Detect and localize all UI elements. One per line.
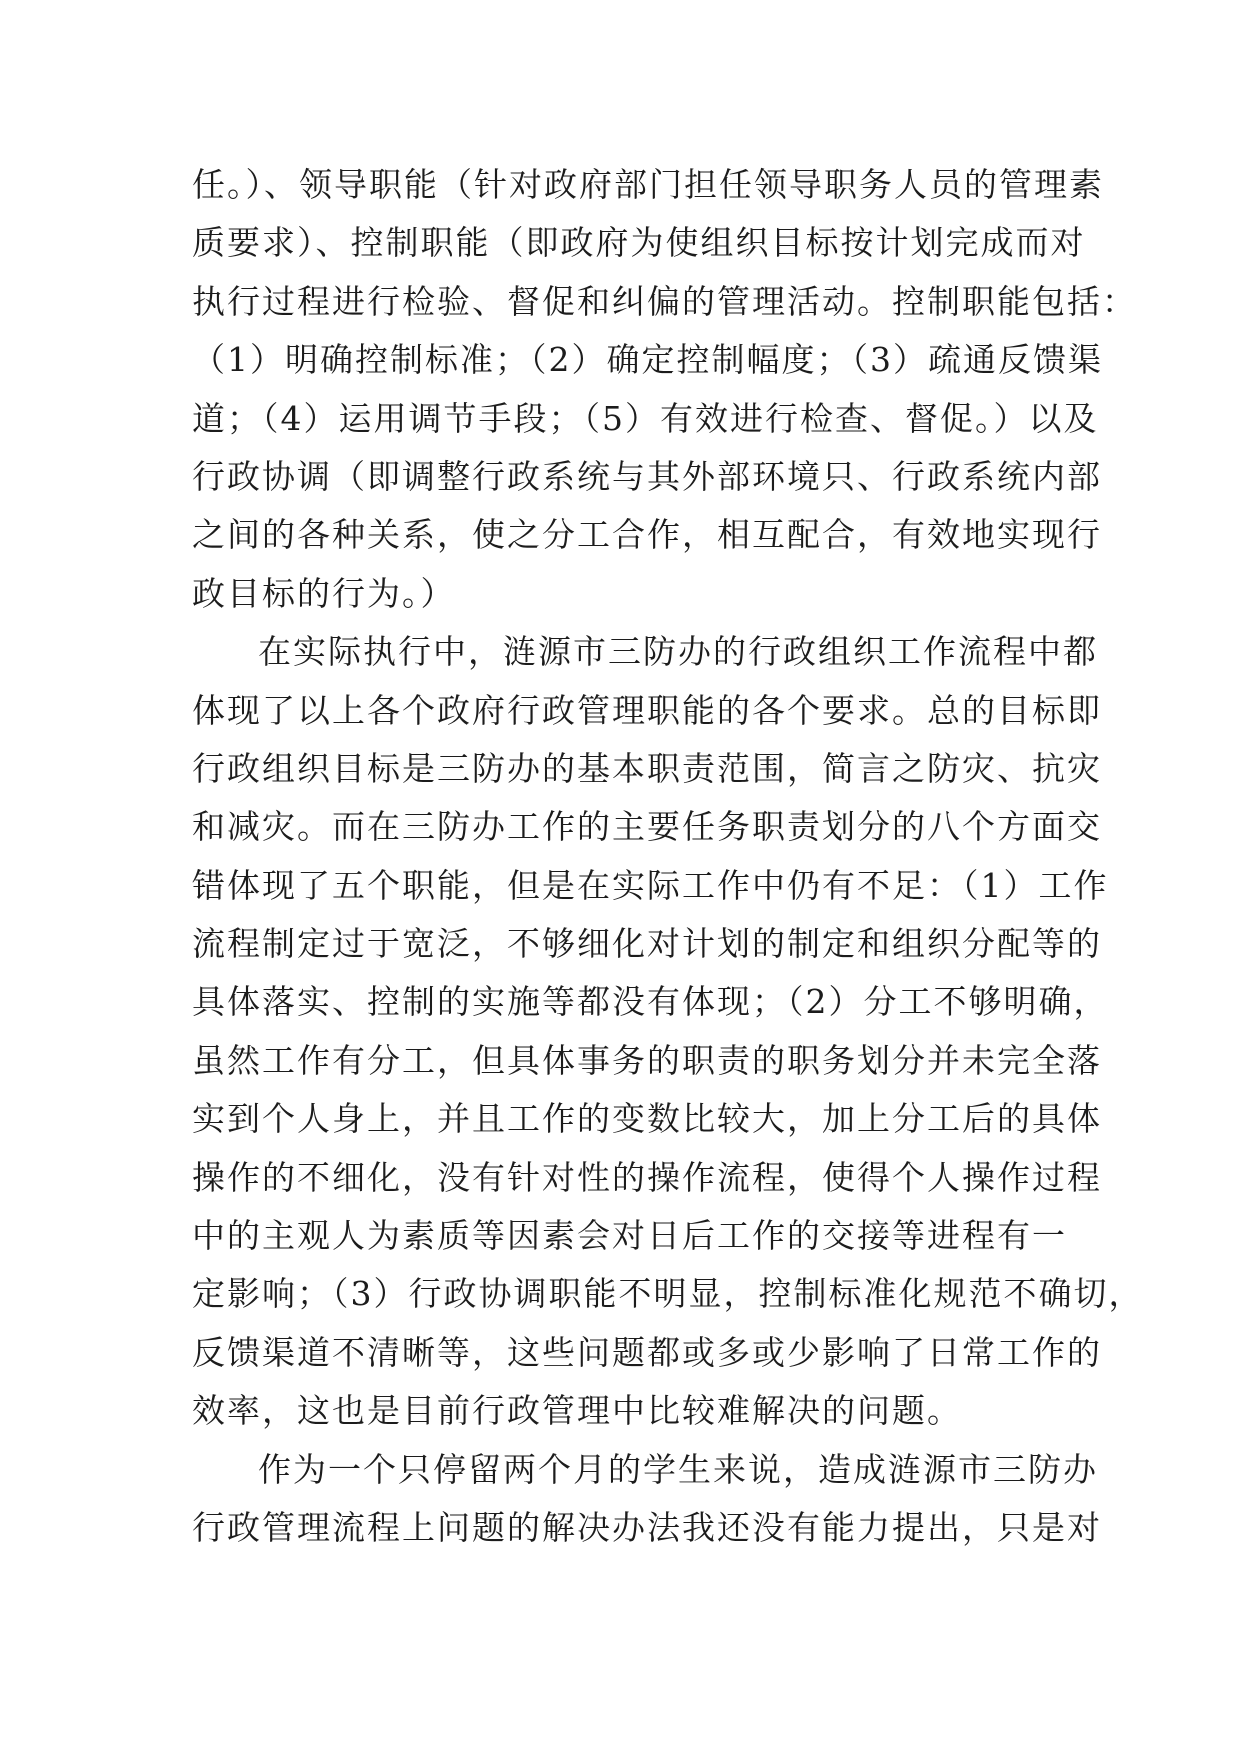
text-line: 操作的不细化，没有针对性的操作流程，使得个人操作过程 — [192, 1157, 1102, 1197]
text-line: 道；（4）运用调节手段；（5）有效进行检查、督促。）以及 — [192, 398, 1099, 438]
body-text — [192, 156, 1144, 1557]
text-line: 效率，这也是目前行政管理中比较难解决的问题。 — [192, 1391, 962, 1431]
text-line: 流程制定过于宽泛，不够细化对计划的制定和组织分配等的 — [192, 924, 1102, 964]
paragraph-first-line: 在实际执行中，涟源市三防办的行政组织工作流程中都 — [258, 632, 1098, 672]
text-line: 执行过程进行检验、督促和纠偏的管理活动。控制职能包括： — [192, 281, 1137, 321]
text-line: 质要求）、控制职能（即政府为使组织目标按计划完成而对 — [192, 223, 1086, 263]
text-line: 错体现了五个职能，但是在实际工作中仍有不足：（1）工作 — [192, 865, 1109, 905]
paragraph-first-line: 作为一个只停留两个月的学生来说，造成涟源市三防办 — [258, 1449, 1098, 1489]
text-line: 体现了以上各个政府行政管理职能的各个要求。总的目标即 — [192, 690, 1102, 730]
text-line: 实到个人身上，并且工作的变数比较大，加上分工后的具体 — [192, 1099, 1102, 1139]
text-line: 行政协调（即调整行政系统与其外部环境只、行政系统内部 — [192, 456, 1102, 496]
text-line: （1）明确控制标准；（2）确定控制幅度；（3）疏通反馈渠 — [192, 340, 1103, 380]
text-line: 之间的各种关系，使之分工合作，相互配合，有效地实现行 — [192, 515, 1102, 555]
text-line: 反馈渠道不清晰等，这些问题都或多或少影响了日常工作的 — [192, 1332, 1102, 1372]
text-line: 中的主观人为素质等因素会对日后工作的交接等进程有一 — [192, 1216, 1067, 1256]
text-line: 任。）、领导职能（针对政府部门担任领导职务人员的管理素 — [192, 165, 1104, 204]
text-line: 具体落实、控制的实施等都没有体现；（2）分工不够明确， — [192, 982, 1109, 1022]
text-line: 和减灾。而在三防办工作的主要任务职责划分的八个方面交 — [192, 807, 1102, 847]
text-line: 行政管理流程上问题的解决办法我还没有能力提出，只是对 — [192, 1507, 1102, 1547]
text-line: 政目标的行为。） — [192, 573, 456, 613]
text-line: 虽然工作有分工，但具体事务的职责的职务划分并未完全落 — [192, 1040, 1102, 1080]
text-line: 行政组织目标是三防办的基本职责范围，简言之防灾、抗灾 — [192, 748, 1102, 788]
text-line: 定影响；（3）行政协调职能不明显，控制标准化规范不确切， — [192, 1274, 1144, 1314]
